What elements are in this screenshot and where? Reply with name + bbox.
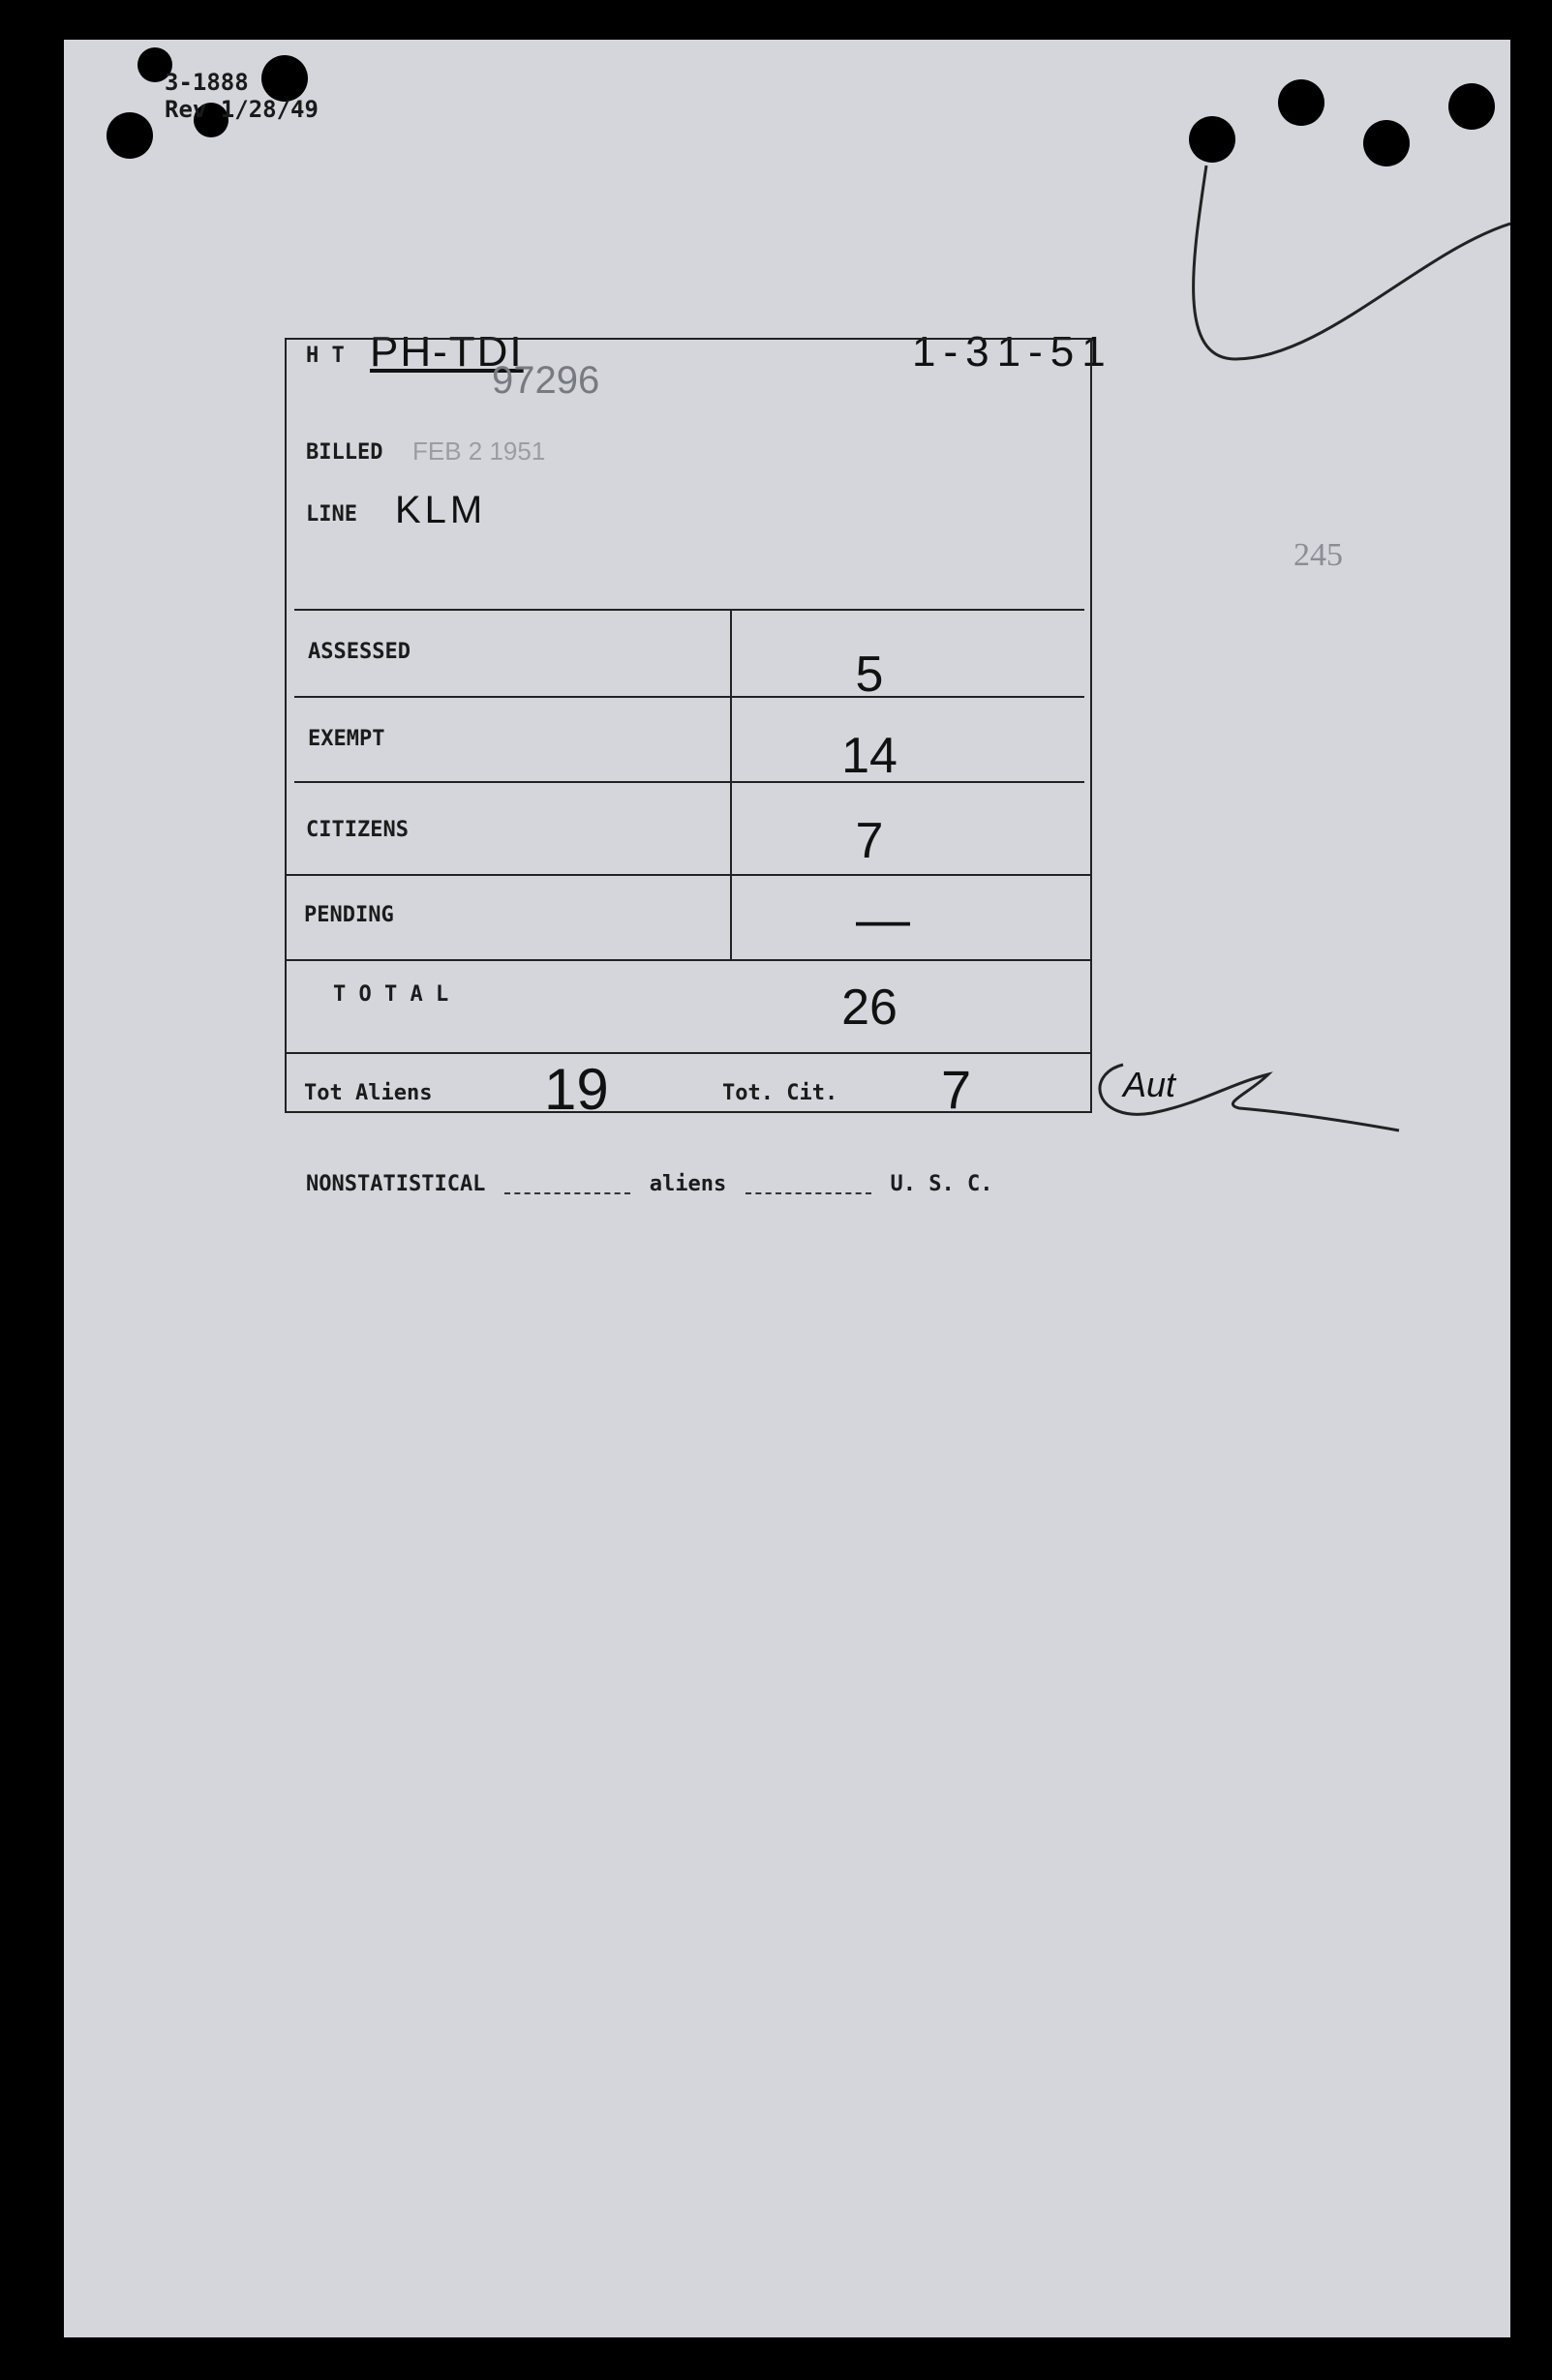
form-revision: Rev 1/28/49 <box>165 96 319 123</box>
tot-cit-label: Tot. Cit. <box>722 1081 838 1105</box>
citizens-label: CITIZENS <box>306 818 409 842</box>
line-label: LINE <box>306 502 357 527</box>
nonstatistical-blank <box>504 1192 630 1194</box>
usc-label: U. S. C. <box>890 1172 993 1196</box>
form-box <box>285 338 1092 1122</box>
handwritten-date: 1-31-51 <box>912 328 1113 376</box>
total-label: T O T A L <box>333 982 449 1007</box>
form-code-number: 3-1888 <box>165 69 249 96</box>
pen-mark <box>1187 146 1510 407</box>
initials-signature: Aut <box>1123 1065 1176 1104</box>
billed-label: BILLED <box>306 440 383 465</box>
exempt-label: EXEMPT <box>308 727 385 751</box>
citizens-value: 7 <box>855 813 884 869</box>
tot-aliens-label: Tot Aliens <box>304 1081 433 1105</box>
billed-stamp: FEB 2 1951 <box>412 437 546 466</box>
assessed-value: 5 <box>855 647 884 703</box>
exempt-value: 14 <box>841 728 898 784</box>
tot-cit-value: 7 <box>941 1059 972 1120</box>
nonstatistical-label: NONSTATISTICAL <box>306 1172 486 1196</box>
column-divider <box>730 609 732 959</box>
pending-label: PENDING <box>304 903 394 927</box>
punch-hole <box>1448 83 1495 130</box>
aliens-blank <box>746 1192 871 1194</box>
rule <box>287 1052 1090 1054</box>
rule <box>287 874 1090 876</box>
total-value: 26 <box>841 979 898 1036</box>
pending-value: — <box>856 889 910 949</box>
ht-label: H T <box>306 344 345 368</box>
page-number: 245 <box>1293 537 1343 573</box>
nonstatistical-line <box>306 1172 992 1196</box>
aliens-label: aliens <box>649 1172 727 1196</box>
line-value: KLM <box>395 489 487 531</box>
tot-aliens-value: 19 <box>544 1057 609 1122</box>
ht-number: 97296 <box>492 359 600 402</box>
assessed-label: ASSESSED <box>308 640 411 664</box>
rule <box>294 609 1084 611</box>
form-code <box>165 69 319 123</box>
punch-hole <box>107 112 153 159</box>
handwritten-code: PH-TDI <box>370 328 524 376</box>
signature-stroke <box>1084 1055 1404 1142</box>
rule <box>287 959 1090 961</box>
punch-hole <box>1278 79 1324 126</box>
